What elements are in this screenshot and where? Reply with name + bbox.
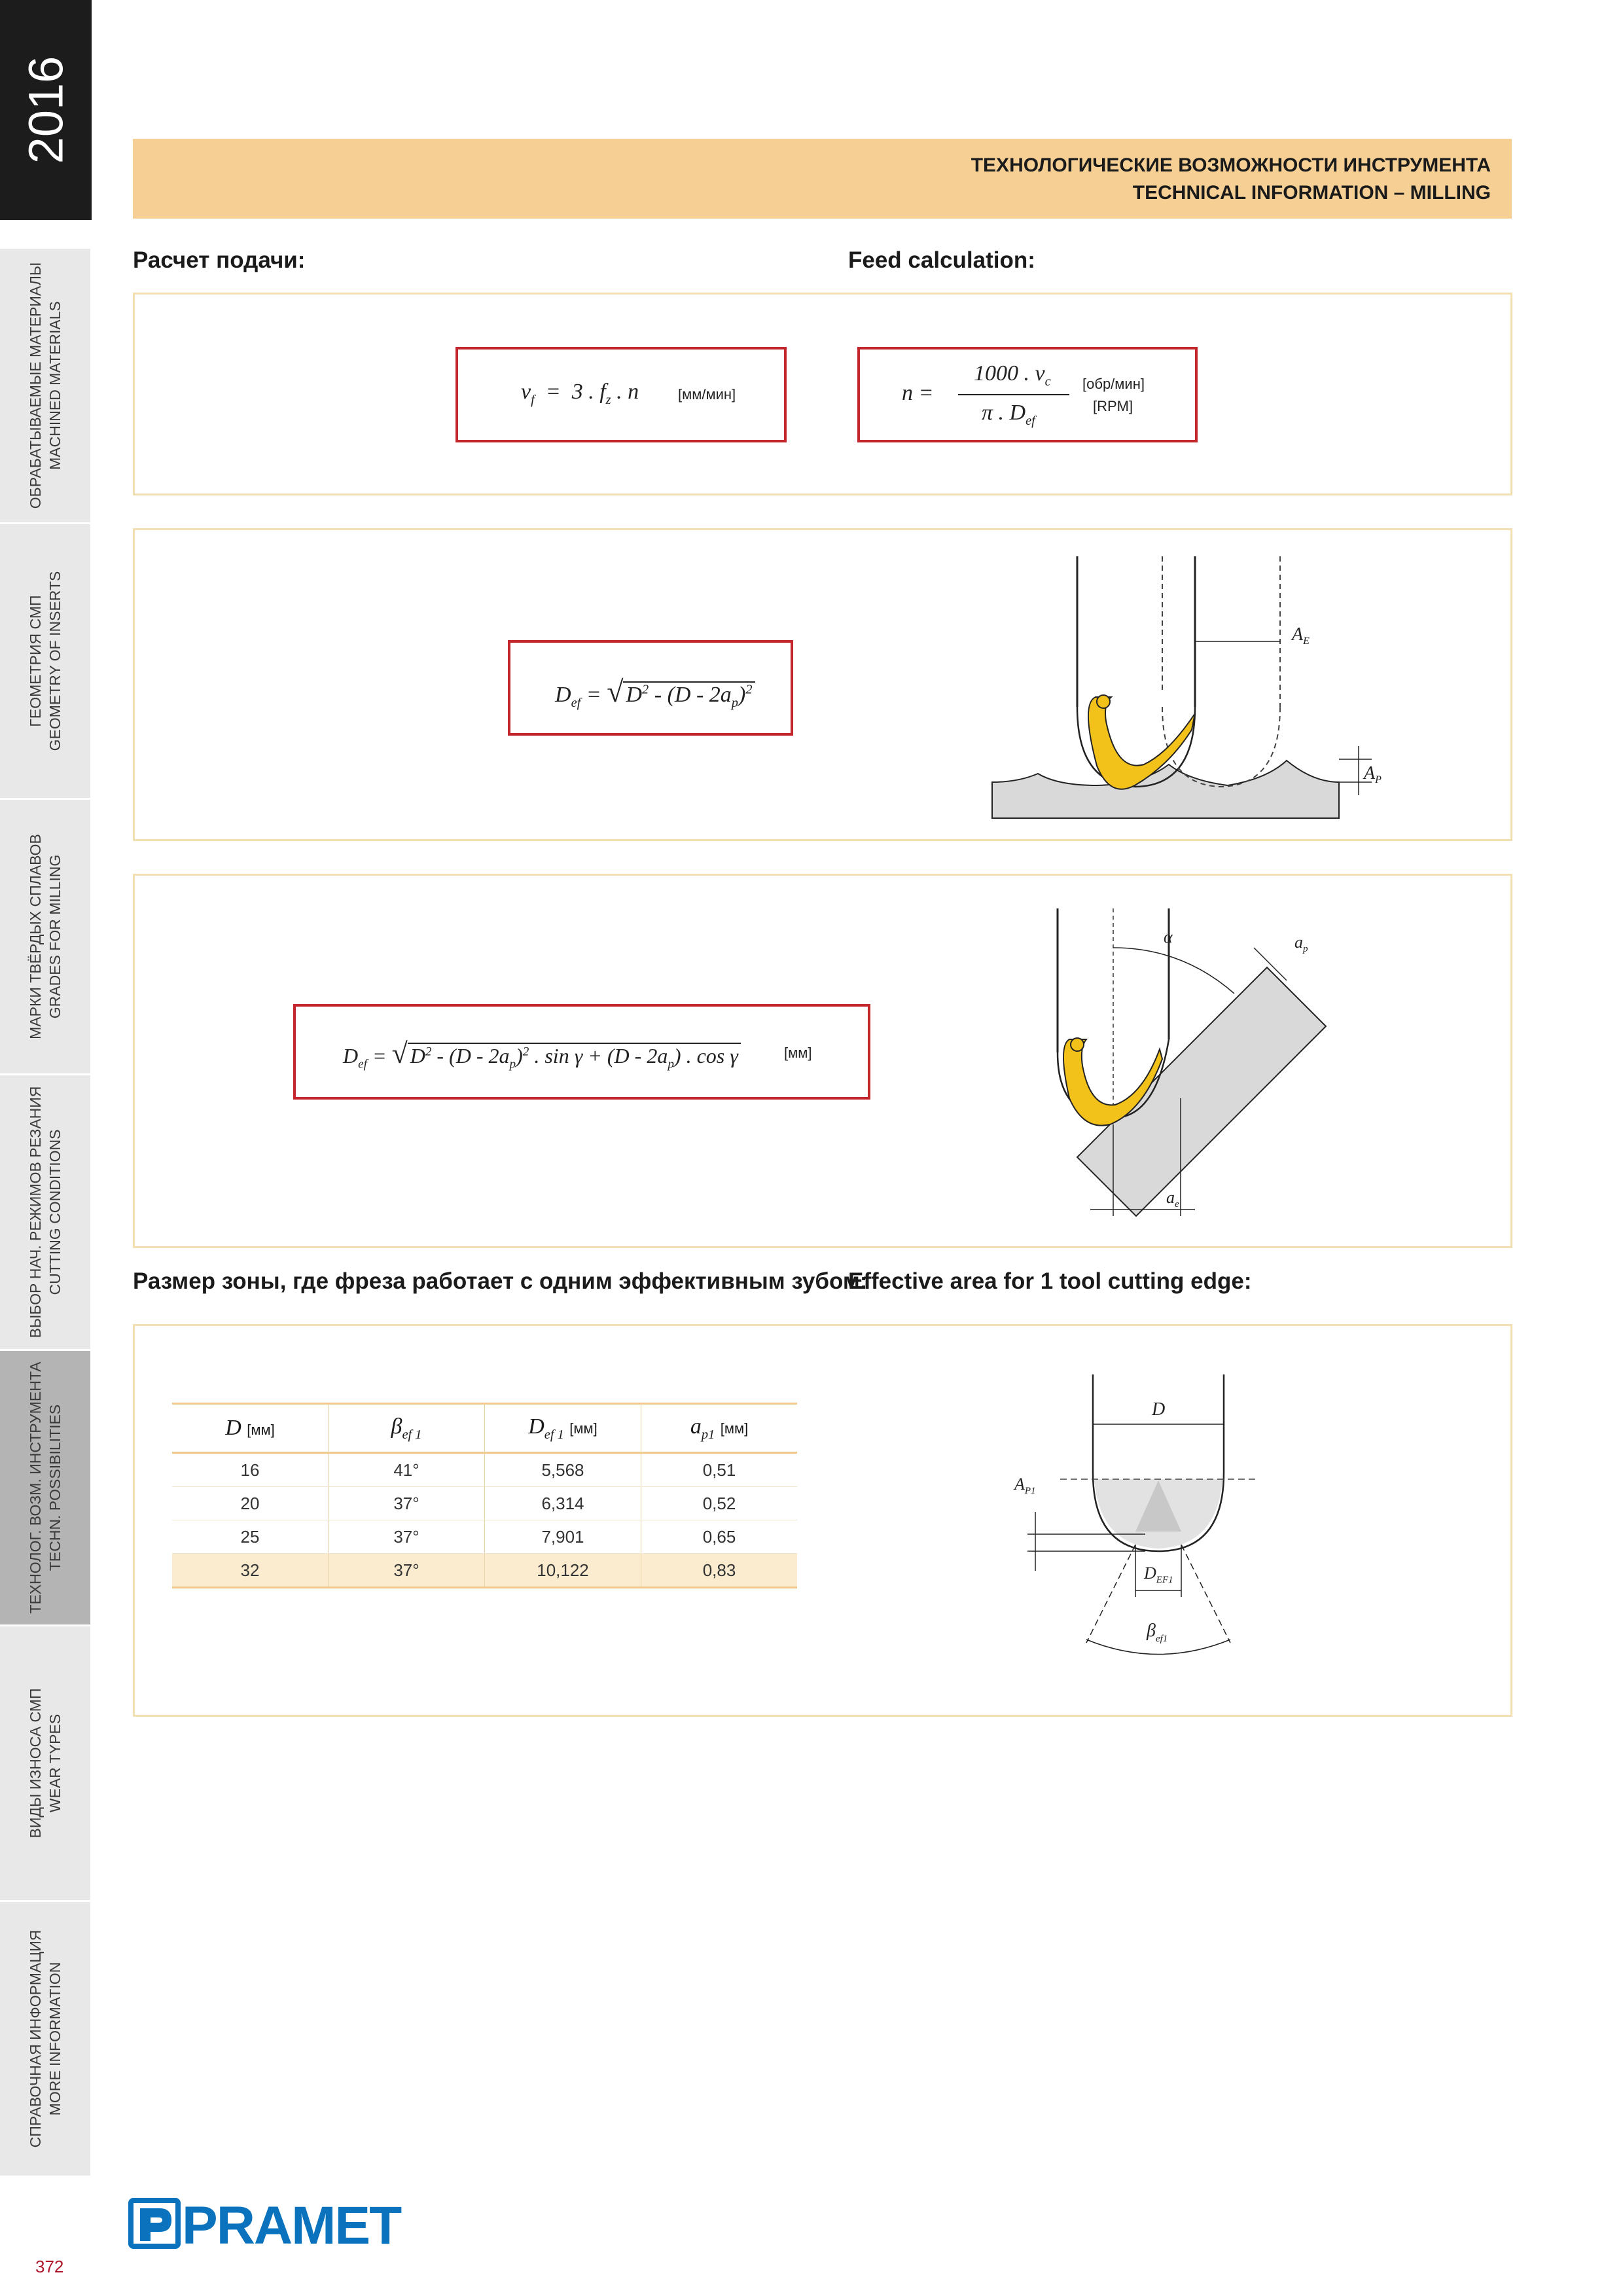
tab-en: MACHINED MATERIALS xyxy=(46,301,63,470)
effective-title-ru: Размер зоны, где фреза работает с одним эффективным зубом: xyxy=(133,1268,868,1294)
tab-ru: ОБРАБАТЫВАЕМЫЕ МАТЕРИАЛЫ xyxy=(27,262,44,509)
beta-label: $\beta_{ef1}$ xyxy=(1147,1621,1168,1644)
feed-title-ru: Расчет подачи: xyxy=(133,247,306,273)
cell-d: 20 xyxy=(172,1487,329,1520)
sidebar-tab-cutting-conditions[interactable] xyxy=(0,1075,90,1351)
rpm-unit-en: [RPM] xyxy=(1093,398,1133,414)
def-inclined-panel xyxy=(133,874,1512,1248)
ap1-label: $A_{P1}$ xyxy=(1014,1475,1036,1496)
cell-d: 25 xyxy=(172,1520,329,1554)
cell-def1: 6,314 xyxy=(485,1487,641,1520)
tab-ru: ТЕХНОЛОГ. ВОЗМ. ИНСТРУМЕНТА xyxy=(27,1361,44,1614)
col-header-ap1: $a_{p1}$ [мм] xyxy=(641,1404,798,1453)
col-header-beta: $\beta_{ef 1}$ xyxy=(329,1404,485,1453)
rpm-formula-denominator: π . $D_{ef}$ xyxy=(982,401,1035,428)
sidebar-tab-machined-materials[interactable] xyxy=(0,249,90,524)
pramet-logo-text: PRAMET xyxy=(182,2196,401,2255)
cell-d: 16 xyxy=(172,1453,329,1487)
effective-area-table xyxy=(172,1403,797,1588)
def-formula-panel xyxy=(133,528,1512,841)
tab-ru: ГЕОМЕТРИЯ СМП xyxy=(27,595,44,727)
alpha-label: α xyxy=(1164,927,1173,946)
effective-edge-diagram xyxy=(1001,1374,1263,1676)
sidebar-tab-geometry[interactable] xyxy=(0,524,90,800)
ballnose-cut-diagram xyxy=(972,556,1382,818)
cell-def1: 10,122 xyxy=(485,1554,641,1588)
cell-beta: 37° xyxy=(329,1554,485,1588)
fraction-line xyxy=(958,394,1069,395)
def-inclined-formula-box xyxy=(293,1004,870,1100)
tab-ru: МАРКИ ТВЁРДЫХ СПЛАВОВ xyxy=(27,834,44,1039)
sidebar-tab-more-information[interactable] xyxy=(0,1902,90,2178)
effective-title-en: Effective area for 1 tool cutting edge: xyxy=(848,1268,1252,1294)
d-label: D xyxy=(1152,1399,1166,1420)
feed-title-en: Feed calculation: xyxy=(848,247,1035,273)
tab-en: TECHN. POSSIBILITIES xyxy=(46,1404,63,1571)
year-block xyxy=(0,0,92,220)
cell-def1: 7,901 xyxy=(485,1520,641,1554)
tab-ru: ВЫБОР НАЧ. РЕЖИМОВ РЕЗАНИЯ xyxy=(27,1086,44,1338)
sidebar-tab-techn-possibilities[interactable] xyxy=(0,1351,90,1626)
tab-en: WEAR TYPES xyxy=(46,1713,63,1813)
cell-beta: 37° xyxy=(329,1487,485,1520)
page-number: 372 xyxy=(35,2257,64,2276)
pramet-logo xyxy=(131,2196,401,2255)
def-formula: $D_{ef}$ = √ $D^2 - (D - 2a_p)^2$ xyxy=(555,674,755,711)
ae-label: $A_E$ xyxy=(1292,624,1310,647)
feed-formula-panel xyxy=(133,293,1512,495)
feed-formula-box xyxy=(455,347,787,442)
year-label: 2016 xyxy=(18,56,73,164)
ap-label: $A_P$ xyxy=(1364,763,1382,785)
inclined-ballnose-diagram xyxy=(1038,908,1339,1223)
tab-ru: ВИДЫ ИЗНОСА СМП xyxy=(27,1688,44,1839)
header-title-ru: ТЕХНОЛОГИЧЕСКИЕ ВОЗМОЖНОСТИ ИНСТРУМЕНТА xyxy=(971,154,1491,176)
tab-en: CUTTING CONDITIONS xyxy=(46,1129,63,1295)
rpm-unit-ru: [обр/мин] xyxy=(1082,376,1145,392)
feed-formula-unit: [мм/мин] xyxy=(678,386,736,403)
sidebar-tab-grades[interactable] xyxy=(0,800,90,1075)
ap-lower-label: $a_p$ xyxy=(1294,933,1308,954)
cell-def1: 5,568 xyxy=(485,1453,641,1487)
def-inclined-formula: $D_{ef}$ = √ $D^2 - (D - 2a_p)^2$ . $\sin \gamma + (D - 2a_p)$ . cos γ xyxy=(343,1037,741,1071)
col-header-d: D [мм] xyxy=(172,1404,329,1453)
pramet-logo-icon xyxy=(131,2199,181,2248)
tab-en: GRADES FOR MILLING xyxy=(46,854,63,1019)
table-row xyxy=(172,1520,797,1554)
tab-ru: СПРАВОЧНАЯ ИНФОРМАЦИЯ xyxy=(27,1929,44,2148)
rpm-formula-lhs: n = xyxy=(902,381,934,405)
table-row xyxy=(172,1487,797,1520)
rpm-formula-numerator: 1000 . $v_c$ xyxy=(974,361,1051,389)
sidebar-tab-wear-types[interactable] xyxy=(0,1626,90,1902)
table-row xyxy=(172,1554,797,1588)
cell-d: 32 xyxy=(172,1554,329,1588)
cell-ap1: 0,65 xyxy=(641,1520,798,1554)
table-row xyxy=(172,1453,797,1487)
def1-label: $D_{EF1}$ xyxy=(1144,1564,1173,1585)
cell-ap1: 0,83 xyxy=(641,1554,798,1588)
col-header-def1: $D_{ef 1}$ [мм] xyxy=(485,1404,641,1453)
ae-lower-label: $a_e$ xyxy=(1166,1188,1179,1210)
rpm-formula-box xyxy=(857,347,1198,442)
header-band xyxy=(133,139,1512,219)
cell-ap1: 0,51 xyxy=(641,1453,798,1487)
cell-ap1: 0,52 xyxy=(641,1487,798,1520)
feed-formula: $v_f = 3$ . $f_z$ . n xyxy=(521,380,639,407)
cell-beta: 37° xyxy=(329,1520,485,1554)
table-header-row xyxy=(172,1404,797,1453)
tab-en: MORE INFORMATION xyxy=(46,1962,63,2116)
tab-en: GEOMETRY OF INSERTS xyxy=(46,571,63,751)
cell-beta: 41° xyxy=(329,1453,485,1487)
def-inclined-unit: [мм] xyxy=(784,1045,812,1061)
header-title-en: TECHNICAL INFORMATION – MILLING xyxy=(1132,182,1491,204)
def-formula-box xyxy=(508,640,793,736)
